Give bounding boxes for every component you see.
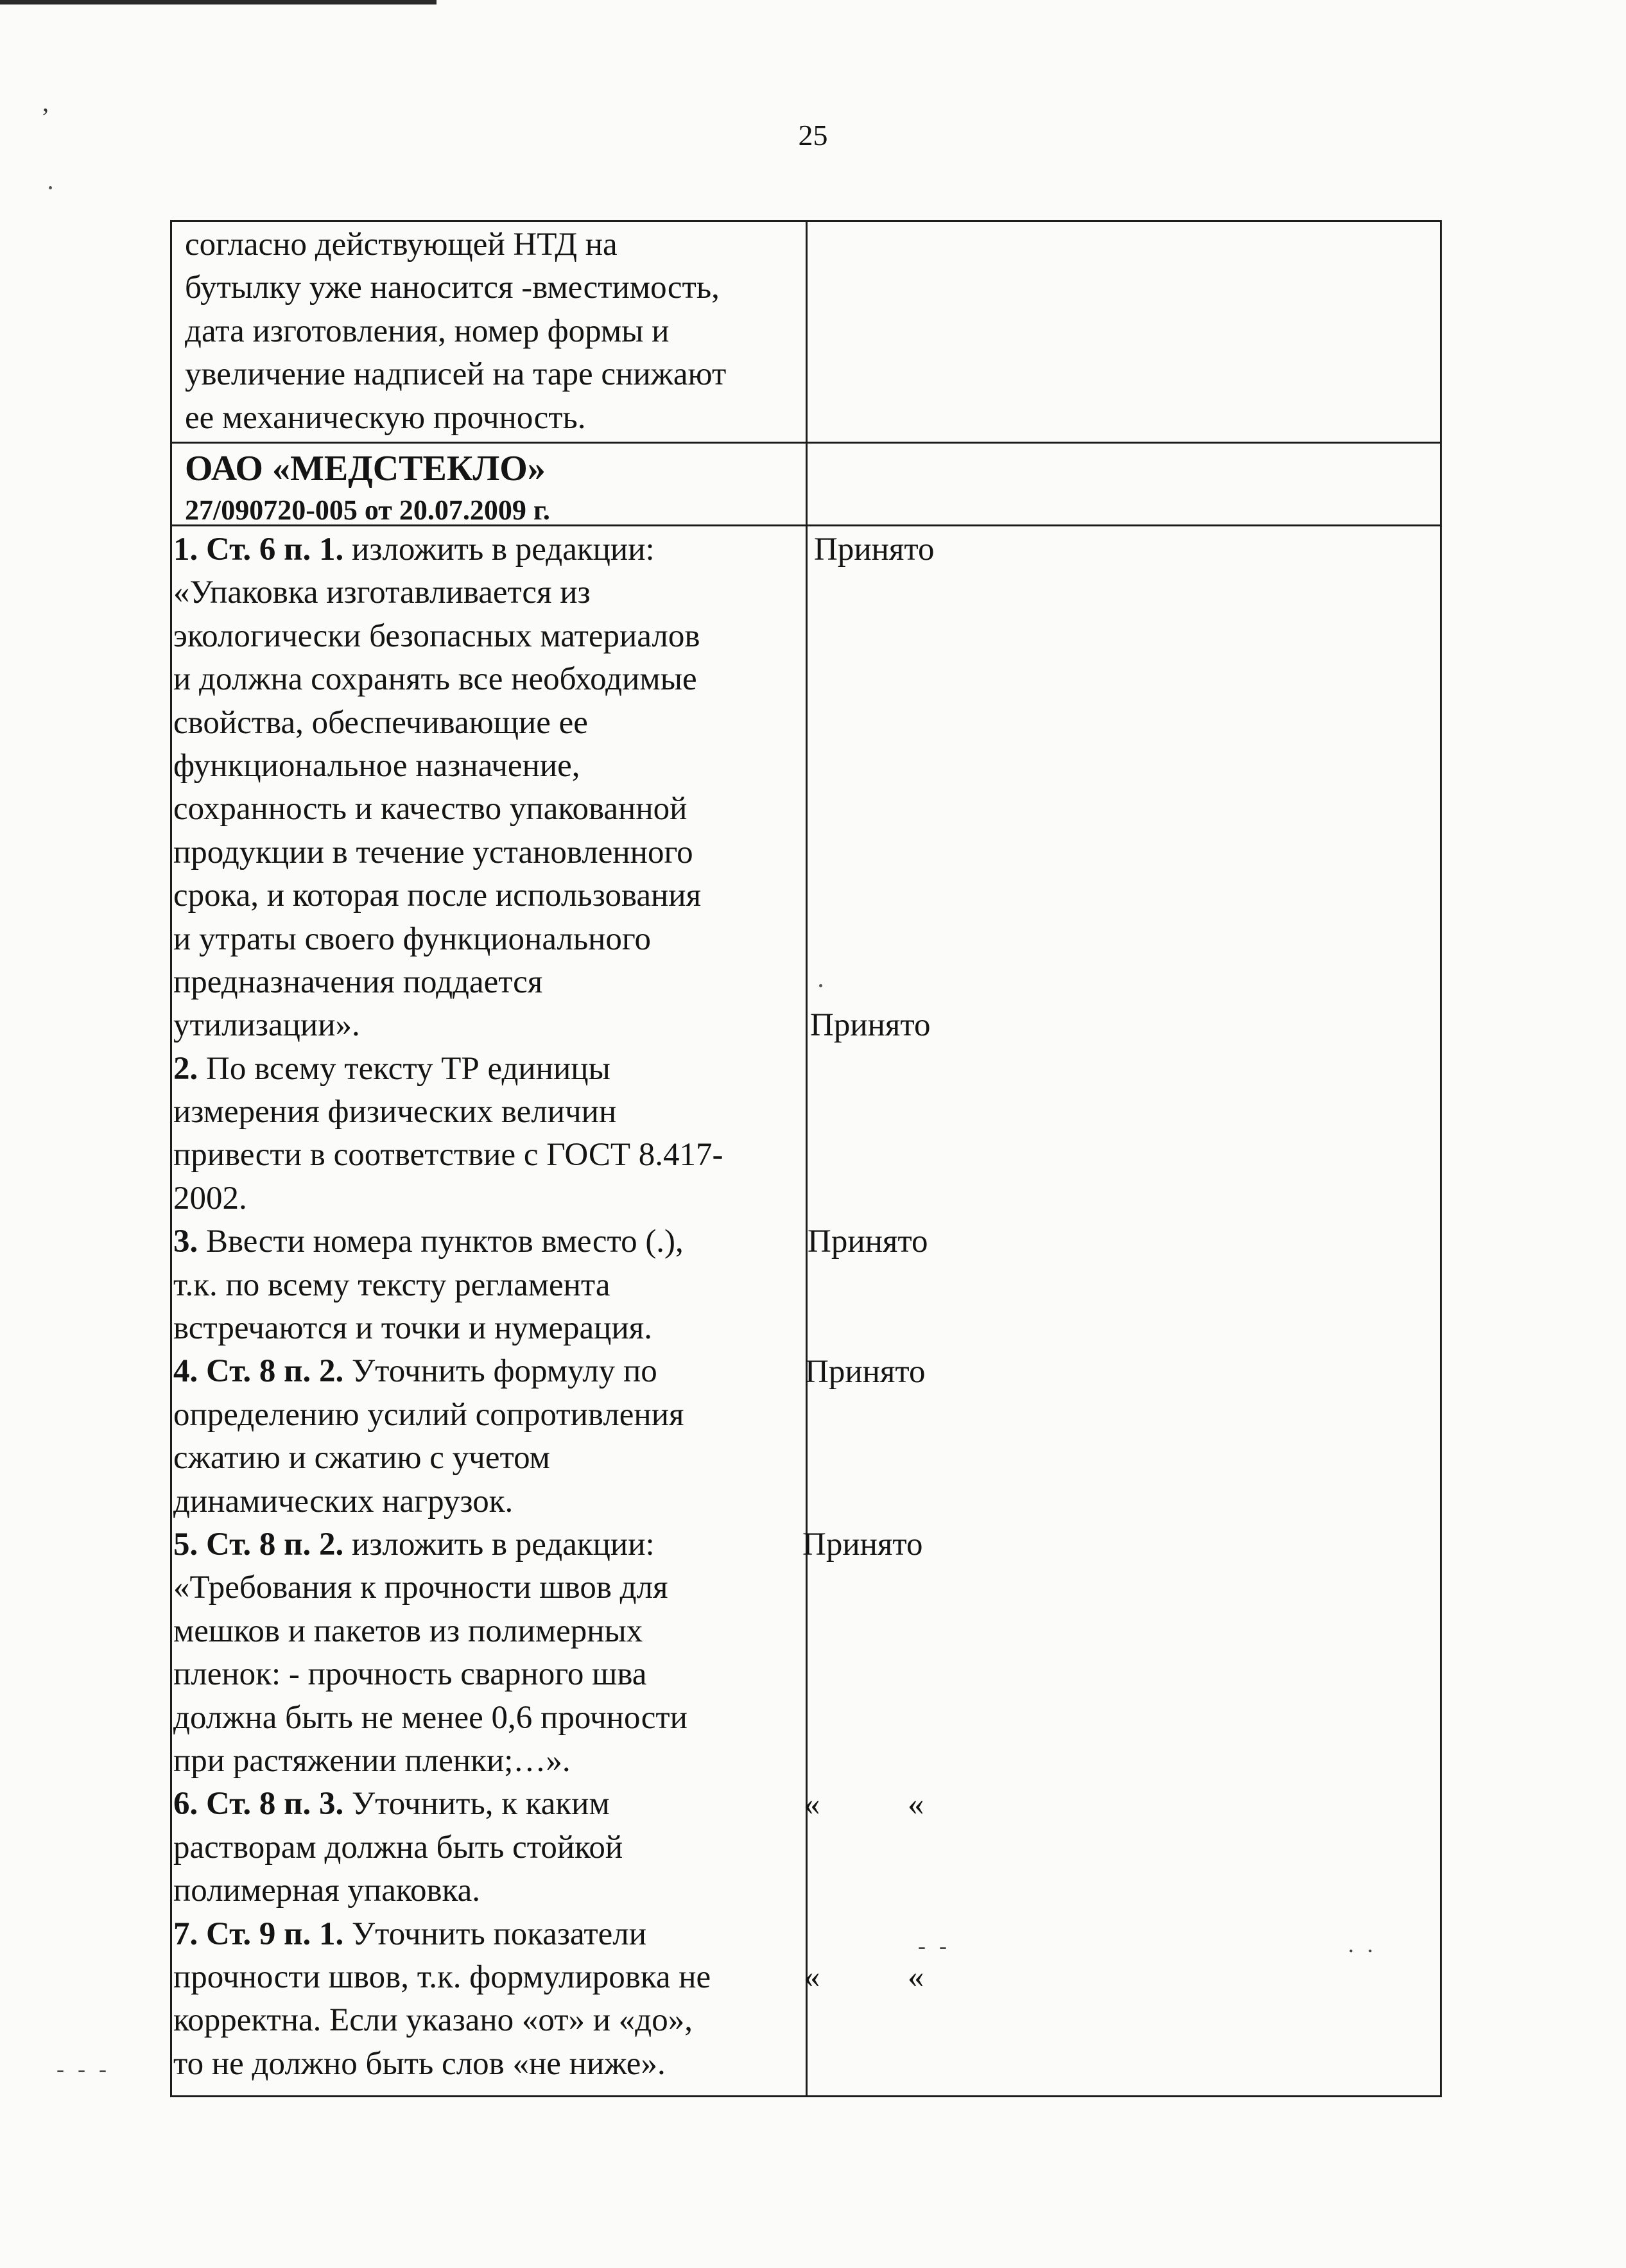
- scan-speck: ,: [42, 88, 49, 117]
- remark-text-line: мешков и пакетов из полимерных: [173, 1613, 643, 1649]
- intro-cell: [185, 223, 801, 440]
- remark-number: 1. Ст. 6 п. 1.: [173, 532, 344, 567]
- remark-text: Уточнить формулу по: [343, 1353, 657, 1390]
- remark-text-line: т.к. по всему тексту регламента: [173, 1267, 610, 1303]
- table-bottom-border: [170, 2095, 1441, 2097]
- remark-text-line: продукции в течение установленного: [173, 834, 693, 870]
- remark-text-line: утилизации».: [173, 1007, 360, 1044]
- remark-3-heading: [173, 1220, 802, 1263]
- remark-text-line: привести в соответствие с ГОСТ 8.417-: [173, 1137, 723, 1173]
- remark-text-line: и утраты своего функционального: [173, 921, 652, 957]
- remark-text-line: корректна. Если указано «от» и «до»,: [173, 2002, 693, 2039]
- remark-text-line: экологически безопасных материалов: [173, 618, 700, 654]
- remark-text-line: срока, и которая после использования: [173, 878, 702, 914]
- remark-text-line: определению усилий сопротивления: [173, 1396, 684, 1433]
- remark-text-line: сжатию и сжатию с учетом: [173, 1440, 550, 1476]
- remark-text: По всему тексту ТР единицы: [198, 1050, 610, 1087]
- remark-6-heading: [173, 1783, 802, 1826]
- text-line: увеличение надписей на таре снижают: [185, 356, 727, 393]
- ditto-mark: «: [908, 1959, 924, 1996]
- remark-number: 4. Ст. 8 п. 2.: [173, 1353, 344, 1390]
- remark-text-line: измерения физических величин: [173, 1094, 617, 1130]
- text-line: ее механическую прочность.: [185, 399, 586, 436]
- remark-text-line: и должна сохранять все необходимые: [173, 661, 697, 698]
- remark-text-line: пленок: - прочность сварного шва: [173, 1656, 647, 1693]
- remark-number: 5. Ст. 8 п. 2.: [173, 1526, 344, 1562]
- organization-cell: [185, 446, 801, 529]
- remark-7-heading: [173, 1913, 802, 1956]
- remark-text-line: прочности швов, т.к. формулировка не: [173, 1959, 711, 1995]
- remark-text-line: полимерная упаковка.: [173, 1873, 481, 1909]
- resolution-status: Принято: [814, 532, 935, 567]
- remark-text-line: при растяжении пленки;…».: [173, 1742, 571, 1779]
- remark-number: 7. Ст. 9 п. 1.: [173, 1916, 344, 1952]
- remark-text: изложить в редакции:: [343, 1526, 655, 1562]
- ditto-mark: «: [908, 1786, 924, 1822]
- remarks-cell: [173, 528, 802, 2086]
- scan-speck: - -: [918, 1933, 951, 1959]
- scan-speck: - - -: [56, 2056, 110, 2082]
- remark-number: 6. Ст. 8 п. 3.: [173, 1786, 344, 1822]
- table-left-border: [170, 220, 172, 2097]
- remark-1-heading: [173, 528, 802, 571]
- remark-text-line: встречаются и точки и нумерация.: [173, 1310, 652, 1347]
- organization-name: ОАО «МЕДСТЕКЛО»: [185, 449, 546, 489]
- remark-text-line: 2002.: [173, 1180, 247, 1216]
- page-number: 25: [798, 119, 828, 151]
- text-line: бутылку уже наносится -вместимость,: [185, 270, 720, 306]
- remark-text-line: функциональное назначение,: [173, 747, 580, 784]
- scan-speck: [49, 186, 52, 189]
- remark-2-heading: [173, 1048, 802, 1091]
- scan-speck: [819, 984, 822, 987]
- ditto-mark: «: [804, 1959, 820, 1996]
- remark-text-line: «Упаковка изготавливается из: [173, 575, 591, 611]
- remark-text-line: то не должно быть слов «не ниже».: [173, 2045, 666, 2082]
- remark-text-line: сохранность и качество упакованной: [173, 791, 688, 827]
- remark-text: Ввести номера пунктов вместо (.),: [198, 1224, 684, 1260]
- remark-text: Уточнить показатели: [343, 1916, 647, 1952]
- scan-edge-mark: [0, 0, 437, 4]
- remark-number: 2.: [173, 1050, 198, 1087]
- remark-5-heading: [173, 1523, 802, 1566]
- text-line: дата изготовления, номер формы и: [185, 313, 670, 349]
- remark-text-line: предназначения поддается: [173, 964, 543, 1000]
- remark-4-heading: [173, 1350, 802, 1393]
- remark-text: Уточнить, к каким: [343, 1786, 610, 1822]
- remark-text-line: «Требования к прочности швов для: [173, 1570, 668, 1606]
- table-right-border: [1440, 220, 1442, 2097]
- row-divider: [170, 442, 1441, 444]
- resolution-status: Принято: [802, 1527, 923, 1563]
- resolution-status: Принято: [810, 1007, 931, 1044]
- remark-text: изложить в редакции:: [343, 532, 655, 567]
- resolution-status: Принято: [805, 1353, 926, 1390]
- remark-text-line: динамических нагрузок.: [173, 1483, 514, 1519]
- text-line: согласно действующей НТД на: [185, 227, 618, 263]
- organization-reference: 27/090720-005 от 20.07.2009 г.: [185, 494, 550, 526]
- remark-text-line: свойства, обеспечивающие ее: [173, 704, 588, 741]
- remark-text-line: растворам должна быть стойкой: [173, 1829, 623, 1865]
- resolution-status: Принято: [808, 1224, 928, 1260]
- remark-text-line: должна быть не менее 0,6 прочности: [173, 1699, 688, 1736]
- ditto-mark: «: [804, 1786, 820, 1822]
- remark-number: 3.: [173, 1224, 198, 1260]
- scan-speck: . .: [1348, 1932, 1377, 1957]
